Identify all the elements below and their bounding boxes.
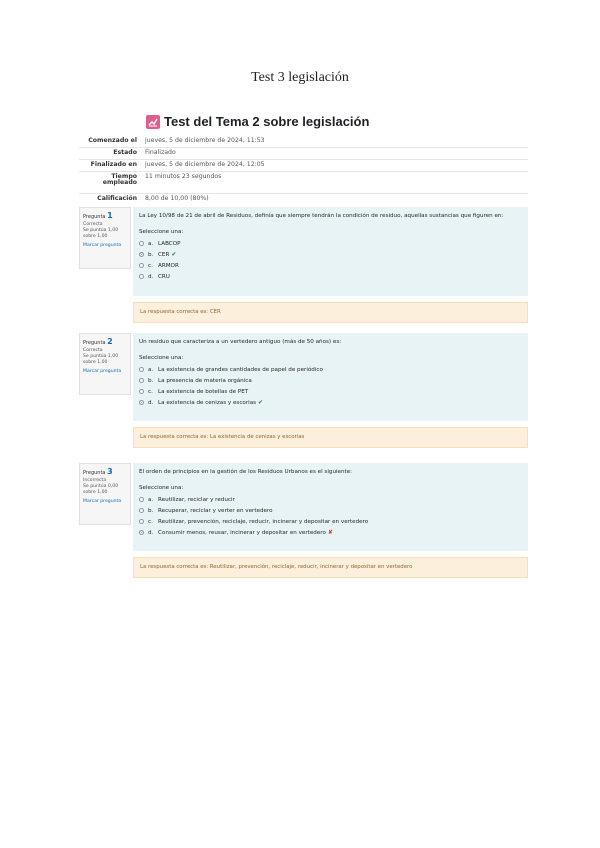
radio-button[interactable] <box>139 367 144 372</box>
document-title: Test 3 legislación <box>251 70 349 85</box>
question-state: Incorrecta <box>83 477 107 483</box>
answer-prompt: Seleccione una: <box>139 355 184 361</box>
answer-option[interactable]: a. LABCOP <box>139 238 522 249</box>
summary-row-started: Comenzado el jueves, 5 de diciembre de 2024, 11:53 <box>88 137 265 145</box>
radio-button[interactable] <box>139 530 144 535</box>
radio-button[interactable] <box>139 400 144 405</box>
summary-row-time: Tiempo empleado 11 minutos 23 segundos <box>79 171 528 193</box>
feedback-3: La respuesta correcta es: Reutilizar, prevención, reciclaje, reducir, incinerar y depositar en vertedero <box>133 557 528 578</box>
answer-option[interactable]: b. Recuperar, reciclar y verter en vertedero <box>139 505 522 516</box>
question-info-2: Pregunta 2 Correcta Se puntúa 1,00 sobre 1,00 Marcar pregunta <box>79 333 131 395</box>
answer-option[interactable]: b. La presencia de materia orgánica <box>139 375 522 386</box>
quiz-heading <box>146 114 369 129</box>
radio-button[interactable] <box>139 263 144 268</box>
check-icon: ✔ <box>171 251 177 258</box>
question-text: Un residuo que caracteriza a un vertedero antiguo (más de 50 años) es: <box>139 339 342 345</box>
question-mark: Se puntúa 1,00 sobre 1,00 <box>83 227 119 240</box>
question-text: El orden de principios en la gestión de los Residuos Urbanos es el siguiente: <box>139 469 353 475</box>
radio-button[interactable] <box>139 252 144 257</box>
radio-button[interactable] <box>139 519 144 524</box>
question-box-3 <box>133 463 528 551</box>
question-info-1: Pregunta 1 Correcta Se puntúa 1,00 sobre 1,00 Marcar pregunta <box>79 207 131 269</box>
quiz-title: Test del Tema 2 sobre legislación <box>164 114 370 129</box>
answer-prompt: Seleccione una: <box>139 229 184 235</box>
answer-option[interactable]: c. ARMOR <box>139 260 522 271</box>
summary-row-grade: Calificación 8,00 de 10,00 (80%) <box>79 193 528 205</box>
answer-option[interactable]: c. Reutilizar, prevención, reciclaje, reducir, incinerar y depositar en vertedero <box>139 516 522 527</box>
summary-row-finished: Finalizado en jueves, 5 de diciembre de 2024, 12:05 <box>79 159 528 171</box>
question-text: La Ley 10/98 de 21 de abril de Residuos, definía que siempre tendrán la condición de residuo, aquellas sustancias que figuren en: <box>139 213 504 219</box>
flag-question-link[interactable]: Marcar pregunta <box>83 243 122 249</box>
feedback-2: La respuesta correcta es: La existencia de cenizas y escorias <box>133 427 528 448</box>
summary-row-state: Estado Finalizado <box>79 147 528 159</box>
flag-question-link[interactable]: Marcar pregunta <box>83 369 122 375</box>
answer-option[interactable]: d. CRU <box>139 271 522 282</box>
question-box-1 <box>133 207 528 296</box>
answer-prompt: Seleccione una: <box>139 485 184 491</box>
question-info-3: Pregunta 3 Incorrecta Se puntúa 0,00 sobre 1,00 Marcar pregunta <box>79 463 131 525</box>
check-icon: ✔ <box>258 399 264 406</box>
radio-button[interactable] <box>139 241 144 246</box>
question-state: Correcta <box>83 221 103 227</box>
question-box-2 <box>133 333 528 421</box>
answer-option[interactable]: d. Consumir menos, reusar, incinerar y depositar en vertedero ✘ <box>139 527 522 538</box>
radio-button[interactable] <box>139 274 144 279</box>
answer-option[interactable]: a. Reutilizar, reciclar y reducir <box>139 494 522 505</box>
question-state: Correcta <box>83 347 103 353</box>
quiz-icon <box>146 115 160 129</box>
cross-icon: ✘ <box>327 529 333 536</box>
radio-button[interactable] <box>139 389 144 394</box>
radio-button[interactable] <box>139 378 144 383</box>
attempt-summary <box>79 136 528 202</box>
question-mark: Se puntúa 0,00 sobre 1,00 <box>83 483 119 496</box>
answer-option[interactable]: b. CER ✔ <box>139 249 522 260</box>
answer-option[interactable]: a. La existencia de grandes cantidades de papel de periódico <box>139 364 522 375</box>
answer-option[interactable]: c. La existencia de botellas de PET <box>139 386 522 397</box>
radio-button[interactable] <box>139 508 144 513</box>
radio-button[interactable] <box>139 497 144 502</box>
feedback-1: La respuesta correcta es: CER <box>133 302 528 323</box>
answer-option[interactable]: d. La existencia de cenizas y escorias ✔ <box>139 397 522 408</box>
question-mark: Se puntúa 1,00 sobre 1,00 <box>83 353 119 366</box>
flag-question-link[interactable]: Marcar pregunta <box>83 499 122 505</box>
